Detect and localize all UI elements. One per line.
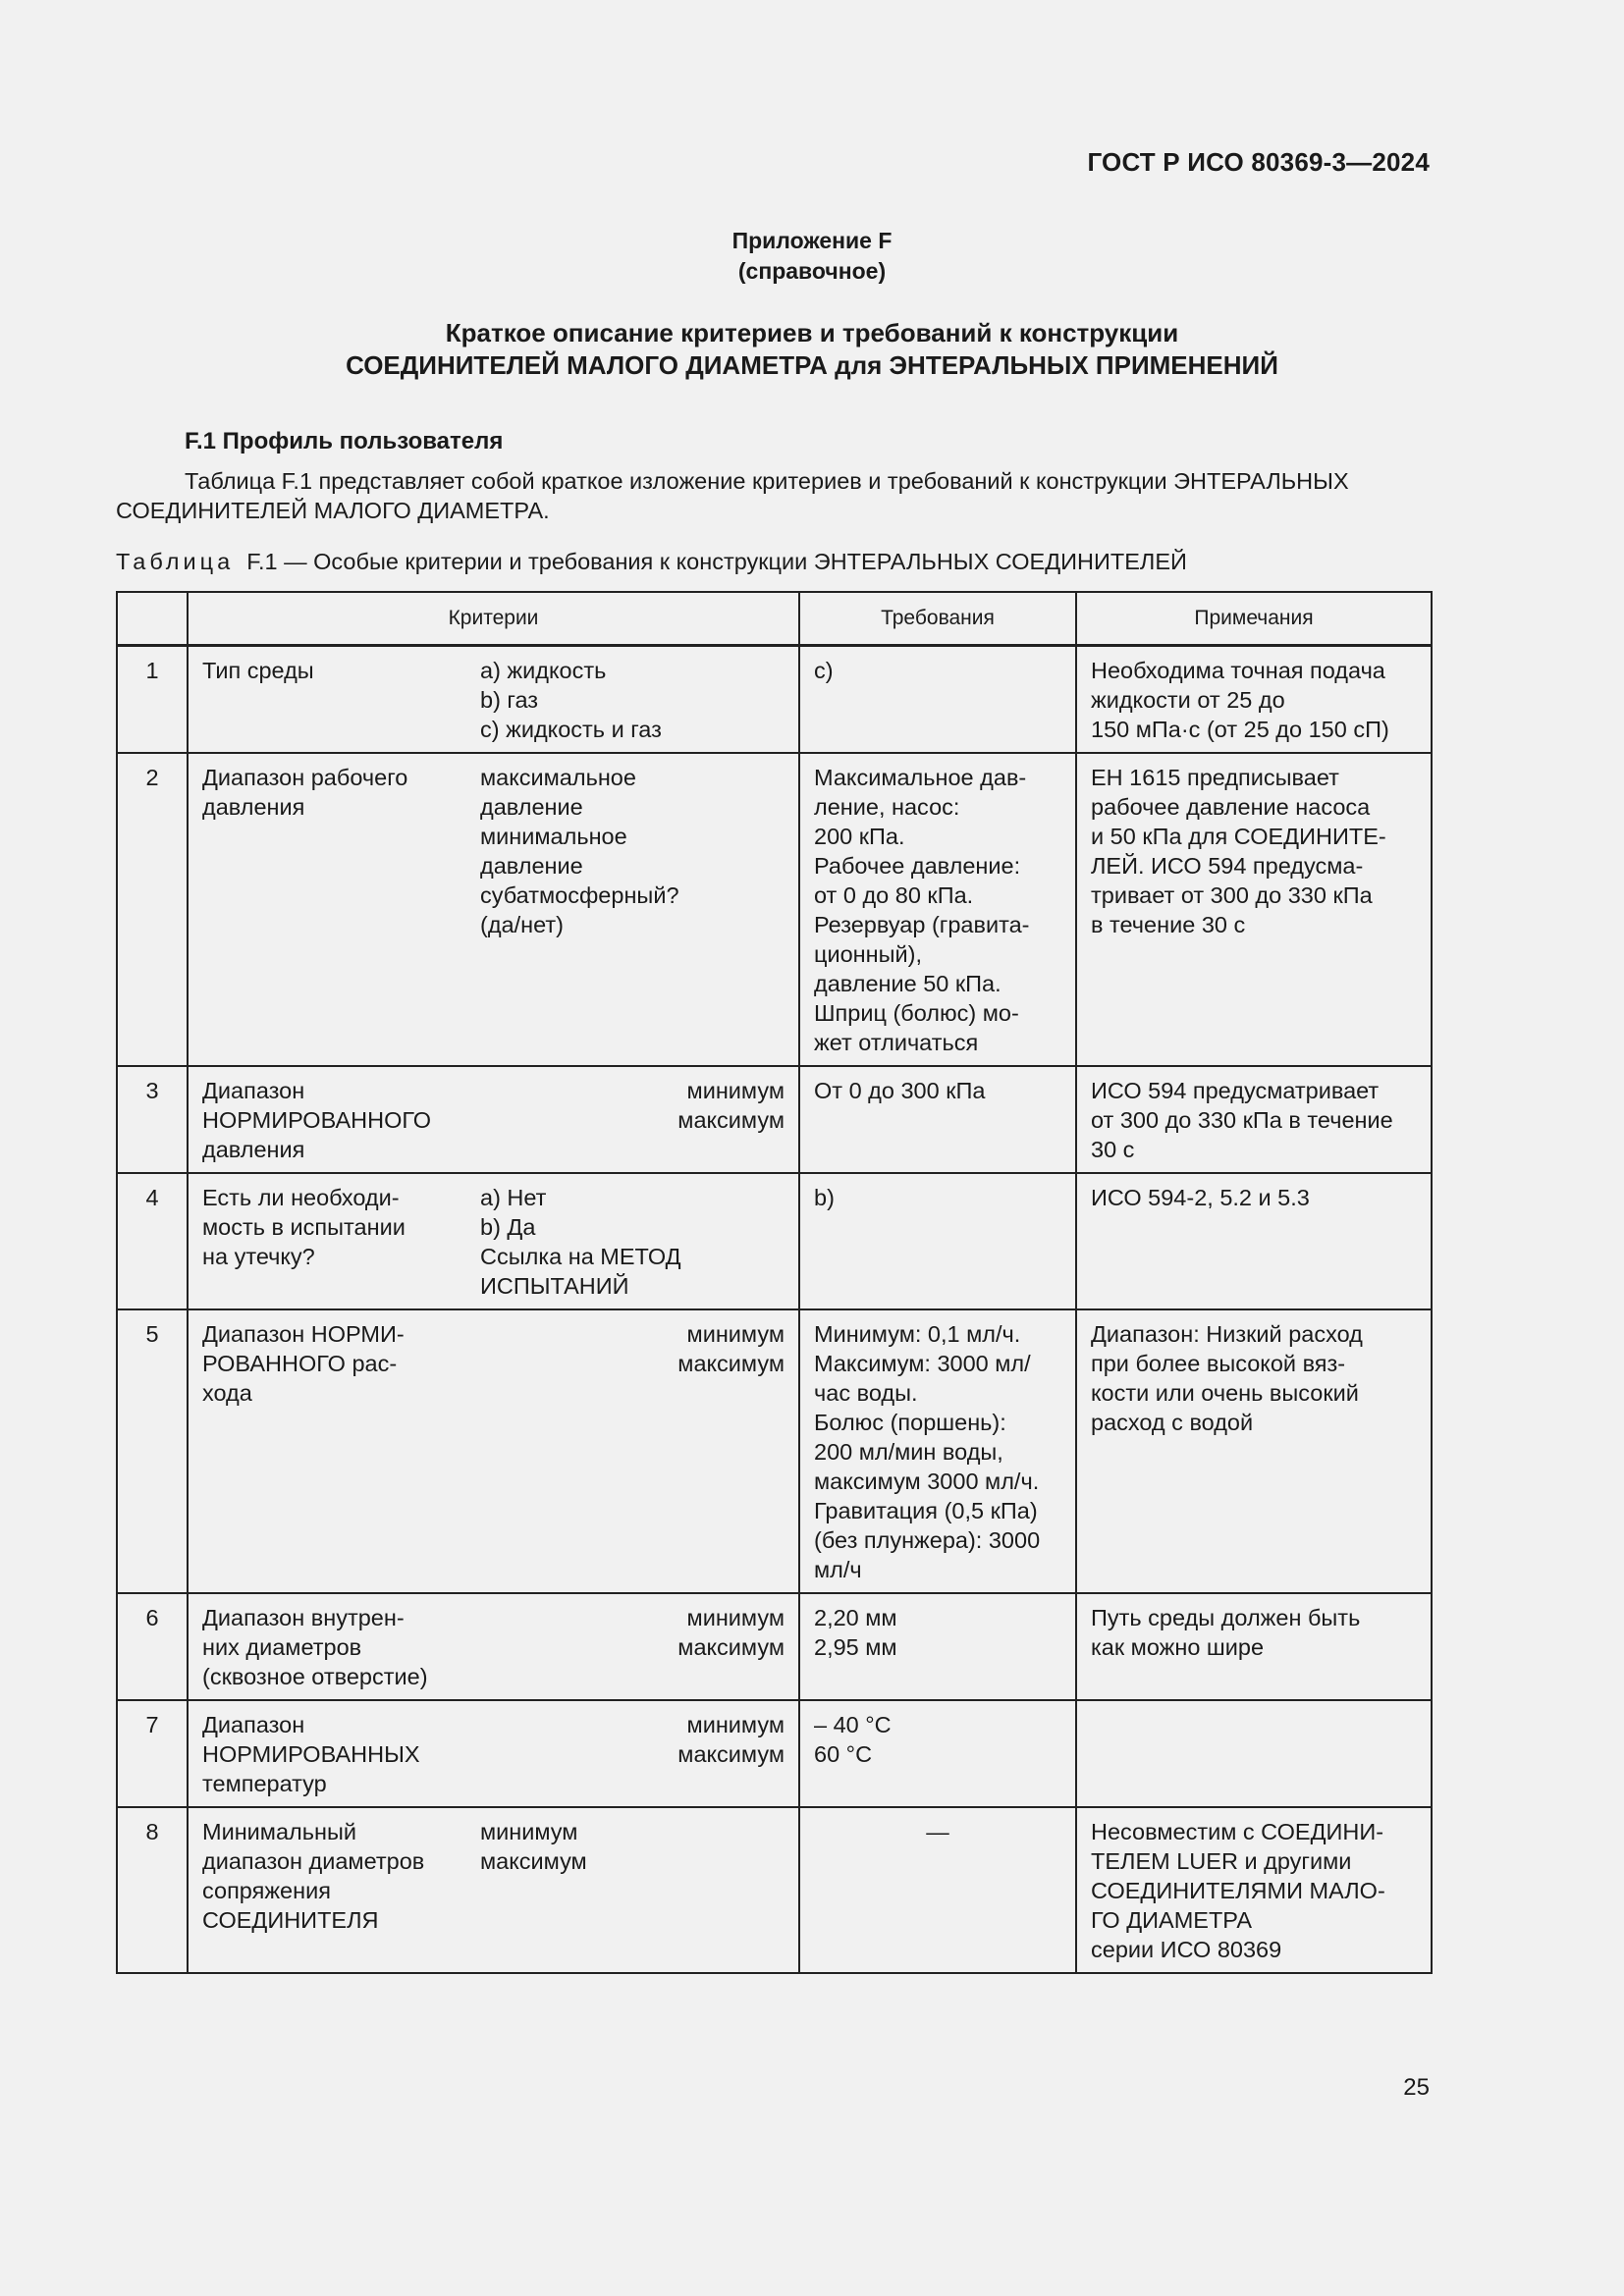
criterion-line: мость в испытании [202, 1214, 406, 1240]
criteria-cell [188, 1066, 799, 1173]
requirement-line: от 0 до 80 кПа. [814, 882, 974, 908]
criterion-option: минимум [480, 1819, 578, 1844]
requirement-line: 2,20 мм [814, 1605, 897, 1630]
table-row [117, 646, 1432, 754]
table-row [117, 1066, 1432, 1173]
criteria-table [116, 591, 1433, 1974]
note-line: и 50 кПа для СОЕДИНИТЕ- [1091, 824, 1386, 849]
criterion-name [202, 1319, 480, 1408]
criterion-line: давления [202, 794, 305, 820]
criterion-name [202, 656, 480, 744]
criteria-cell [188, 646, 799, 754]
row-number: 3 [117, 1066, 188, 1173]
note-line: Диапазон: Низкий расход [1091, 1321, 1363, 1347]
criterion-line: Диапазон [202, 1712, 305, 1737]
row-number: 1 [117, 646, 188, 754]
note-line: Необходима точная подача [1091, 658, 1385, 683]
criterion-line: температур [202, 1771, 327, 1796]
note-line: при более высокой вяз- [1091, 1351, 1346, 1376]
row-number: 5 [117, 1309, 188, 1593]
criterion-options [480, 1603, 785, 1691]
annex-heading [0, 226, 1624, 287]
requirement-line: жет отличаться [814, 1030, 979, 1055]
note-line: от 300 до 330 кПа в течение [1091, 1107, 1393, 1133]
criteria-cell [188, 1700, 799, 1807]
requirement-line: Шприц (болюс) мо- [814, 1000, 1019, 1026]
requirement-line: 200 мл/мин воды, [814, 1439, 1003, 1465]
note-line: как можно шире [1091, 1634, 1265, 1660]
criterion-option: максимум [677, 1634, 785, 1660]
requirement-cell [799, 1309, 1076, 1593]
note-line: 150 мПа·с (от 25 до 150 сП) [1091, 717, 1389, 742]
criterion-options [480, 656, 785, 744]
criterion-option: давление [480, 794, 583, 820]
requirement-cell [799, 1173, 1076, 1309]
requirement-cell [799, 753, 1076, 1066]
note-line: СОЕДИНИТЕЛЯМИ МАЛО- [1091, 1878, 1385, 1903]
annex-type: (справочное) [737, 258, 887, 284]
criterion-option: минимум [686, 1321, 785, 1347]
row-number: 7 [117, 1700, 188, 1807]
criterion-line: Есть ли необходи- [202, 1185, 400, 1210]
requirement-line: Болюс (поршень): [814, 1410, 1006, 1435]
requirement-line: b) [814, 1185, 835, 1210]
requirement-line: час воды. [814, 1380, 918, 1406]
requirement-line: Рабочее давление: [814, 853, 1021, 879]
note-line: тривает от 300 до 330 кПа [1091, 882, 1373, 908]
criterion-name [202, 763, 480, 939]
document-title [0, 317, 1624, 382]
criterion-option: a) жидкость [480, 658, 607, 683]
criterion-option: максимум [677, 1351, 785, 1376]
note-line: жидкости от 25 до [1091, 687, 1285, 713]
header-criteria: Критерии [188, 592, 799, 646]
note-cell [1076, 1309, 1432, 1593]
standard-designation: ГОСТ Р ИСО 80369-3—2024 [1087, 147, 1430, 177]
criterion-line: Диапазон НОРМИ- [202, 1321, 405, 1347]
criterion-option: максимум [677, 1107, 785, 1133]
requirement-line: Резервуар (гравита- [814, 912, 1030, 937]
requirement-line: 200 кПа. [814, 824, 905, 849]
note-line: рабочее давление насоса [1091, 794, 1371, 820]
table-row [117, 1173, 1432, 1309]
section-heading: F.1 Профиль пользователя [185, 428, 504, 454]
annex-title: Приложение F [731, 228, 893, 253]
criterion-line: диапазон диаметров [202, 1848, 425, 1874]
criterion-line: РОВАННОГО рас- [202, 1351, 398, 1376]
requirement-line: Гравитация (0,5 кПа) [814, 1498, 1038, 1523]
criterion-option: ИСПЫТАНИЙ [480, 1273, 629, 1299]
requirement-line: ционный), [814, 941, 922, 967]
criterion-options [480, 1183, 785, 1301]
row-number: 6 [117, 1593, 188, 1700]
note-line: Несовместим с СОЕДИНИ- [1091, 1819, 1384, 1844]
note-line: ИСО 594 предусматривает [1091, 1078, 1380, 1103]
table-row [117, 1700, 1432, 1807]
note-line: Путь среды должен быть [1091, 1605, 1361, 1630]
criterion-line: НОРМИРОВАННОГО [202, 1107, 432, 1133]
note-line: ЕН 1615 предписывает [1091, 765, 1339, 790]
requirement-cell [799, 646, 1076, 754]
requirement-line: 60 °C [814, 1741, 873, 1767]
requirement-line: (без плунжера): 3000 [814, 1527, 1041, 1553]
criteria-cell [188, 1593, 799, 1700]
requirement-line: — [926, 1819, 949, 1844]
note-line: ИСО 594-2, 5.2 и 5.3 [1091, 1185, 1310, 1210]
criterion-line: хода [202, 1380, 252, 1406]
criterion-line: Диапазон внутрен- [202, 1605, 405, 1630]
note-cell [1076, 1700, 1432, 1807]
criterion-line: СОЕДИНИТЕЛЯ [202, 1907, 379, 1933]
row-number: 2 [117, 753, 188, 1066]
criterion-option: c) жидкость и газ [480, 717, 662, 742]
note-cell [1076, 753, 1432, 1066]
requirement-line: Максимальное дав- [814, 765, 1027, 790]
criterion-option: a) Нет [480, 1185, 547, 1210]
requirement-line: ление, насос: [814, 794, 960, 820]
criterion-option: максимум [677, 1741, 785, 1767]
criterion-option: (да/нет) [480, 912, 564, 937]
criterion-line: Тип среды [202, 658, 314, 683]
requirement-cell [799, 1066, 1076, 1173]
note-line: серии ИСО 80369 [1091, 1937, 1282, 1962]
criterion-options [480, 1319, 785, 1408]
requirement-cell [799, 1593, 1076, 1700]
criterion-line: (сквозное отверстие) [202, 1664, 428, 1689]
note-line: в течение 30 с [1091, 912, 1246, 937]
note-line: ГО ДИАМЕТРА [1091, 1907, 1253, 1933]
table-caption-label: Таблица [116, 549, 235, 574]
criterion-option: максимум [480, 1848, 587, 1874]
criterion-name [202, 1817, 480, 1935]
requirement-line: давление 50 кПа. [814, 971, 1001, 996]
note-line: расход с водой [1091, 1410, 1254, 1435]
criterion-name [202, 1183, 480, 1301]
criterion-options [480, 1817, 785, 1935]
criteria-cell [188, 1309, 799, 1593]
page-number: 25 [1403, 2074, 1430, 2101]
criterion-option: b) Да [480, 1214, 536, 1240]
criterion-option: максимальное [480, 765, 636, 790]
criterion-option: минимум [686, 1712, 785, 1737]
table-body [117, 646, 1432, 1974]
requirement-line: c) [814, 658, 834, 683]
note-line: ЛЕЙ. ИСО 594 предусма- [1091, 853, 1364, 879]
requirement-line: От 0 до 300 кПа [814, 1078, 986, 1103]
requirement-line: максимум 3000 мл/ч. [814, 1468, 1040, 1494]
criterion-options [480, 1710, 785, 1798]
criterion-line: них диаметров [202, 1634, 362, 1660]
criteria-cell [188, 753, 799, 1066]
criterion-line: на утечку? [202, 1244, 315, 1269]
criterion-line: давления [202, 1137, 305, 1162]
note-line: 30 с [1091, 1137, 1135, 1162]
criterion-options [480, 763, 785, 939]
criteria-cell [188, 1807, 799, 1973]
row-number: 4 [117, 1173, 188, 1309]
table-row [117, 753, 1432, 1066]
criterion-option: минимум [686, 1078, 785, 1103]
header-requirements: Требования [799, 592, 1076, 646]
header-notes: Примечания [1076, 592, 1432, 646]
note-cell [1076, 1807, 1432, 1973]
criterion-line: сопряжения [202, 1878, 331, 1903]
note-cell [1076, 1173, 1432, 1309]
note-cell [1076, 1066, 1432, 1173]
criterion-option: минимум [686, 1605, 785, 1630]
note-line: кости или очень высокий [1091, 1380, 1359, 1406]
requirement-cell [799, 1700, 1076, 1807]
table-row [117, 1593, 1432, 1700]
criterion-option: давление [480, 853, 583, 879]
table-caption-text: F.1 — Особые критерии и требования к конструкции ЭНТЕРАЛЬНЫХ СОЕДИНИТЕЛЕЙ [246, 549, 1187, 574]
requirement-cell [799, 1807, 1076, 1973]
requirement-line: 2,95 мм [814, 1634, 897, 1660]
note-line: ТЕЛЕМ LUER и другими [1091, 1848, 1352, 1874]
criterion-option: b) газ [480, 687, 539, 713]
criterion-name [202, 1076, 480, 1164]
criterion-option: минимальное [480, 824, 627, 849]
criterion-line: Минимальный [202, 1819, 356, 1844]
table-row [117, 1807, 1432, 1973]
criterion-line: Диапазон рабочего [202, 765, 408, 790]
table-row [117, 1309, 1432, 1593]
note-cell [1076, 1593, 1432, 1700]
criterion-name [202, 1710, 480, 1798]
criterion-name [202, 1603, 480, 1691]
requirement-line: Максимум: 3000 мл/ [814, 1351, 1031, 1376]
criteria-cell [188, 1173, 799, 1309]
requirement-line: мл/ч [814, 1557, 862, 1582]
criterion-option: Ссылка на МЕТОД [480, 1244, 681, 1269]
requirement-line: – 40 °C [814, 1712, 892, 1737]
title-line-1: Краткое описание критериев и требований к конструкции [445, 318, 1179, 347]
criterion-line: Диапазон [202, 1078, 305, 1103]
note-cell [1076, 646, 1432, 754]
header-num [117, 592, 188, 646]
intro-paragraph: Таблица F.1 представляет собой краткое изложение критериев и требований к конструкции ЭНТЕРАЛЬНЫХ СОЕДИНИТЕЛЕЙ МАЛОГО ДИАМЕТРА. [116, 468, 1349, 523]
table-header-row [117, 592, 1432, 646]
criterion-line: НОРМИРОВАННЫХ [202, 1741, 420, 1767]
table-caption [116, 549, 1187, 575]
criterion-option: субатмосферный? [480, 882, 679, 908]
requirement-line: Минимум: 0,1 мл/ч. [814, 1321, 1021, 1347]
title-line-2: СОЕДИНИТЕЛЕЙ МАЛОГО ДИАМЕТРА для ЭНТЕРАЛЬНЫХ ПРИМЕНЕНИЙ [346, 350, 1278, 380]
row-number: 8 [117, 1807, 188, 1973]
criterion-options [480, 1076, 785, 1164]
